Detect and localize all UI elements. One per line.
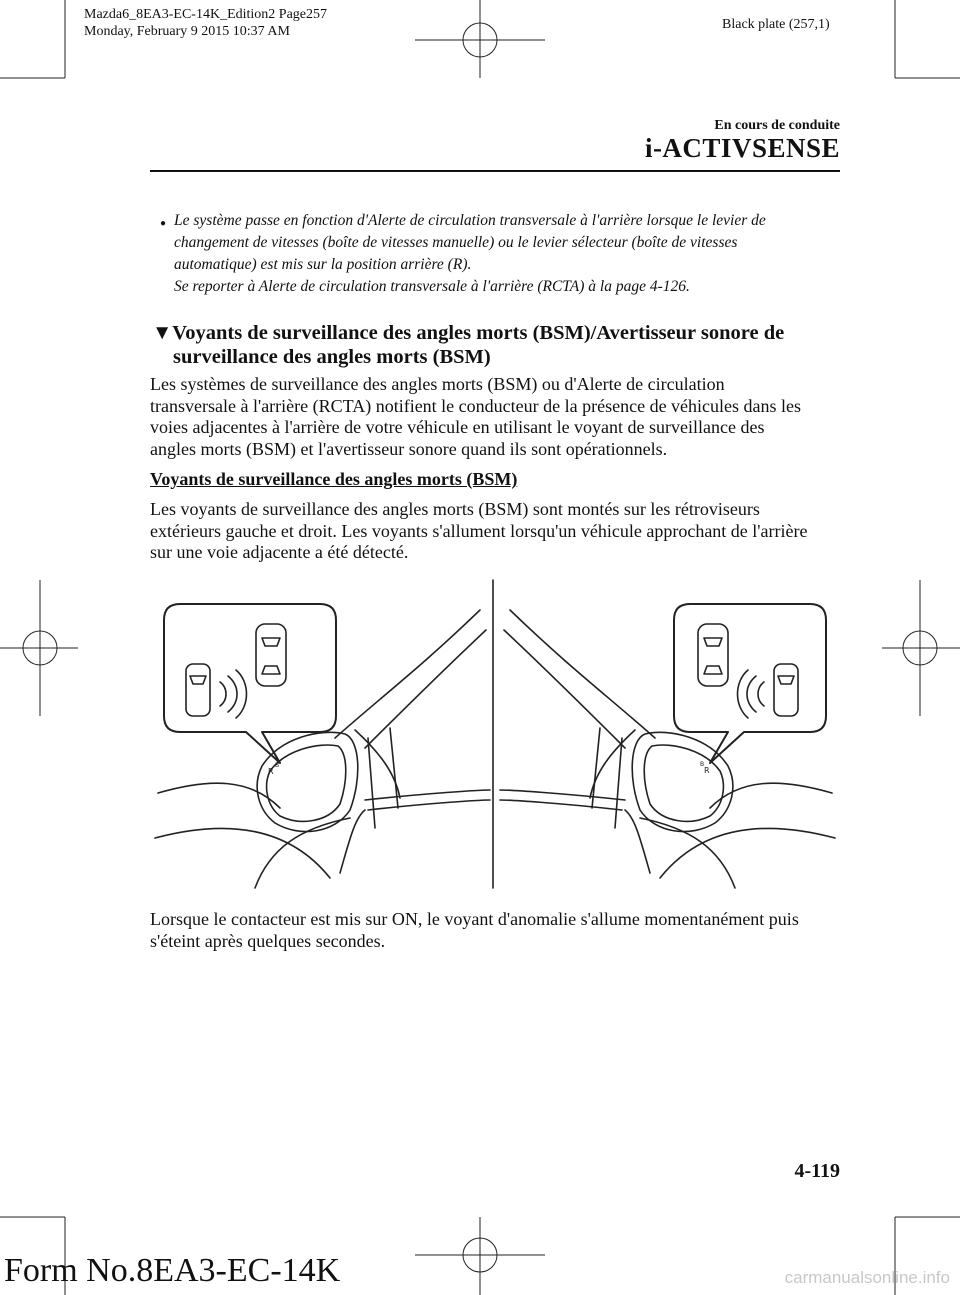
heading-line2: surveillance des angles morts (BSM) [173,346,491,368]
black-plate-label: Black plate (257,1) [722,17,830,32]
startup-paragraph [150,909,799,952]
print-slug-line1: Mazda6_8EA3-EC-14K_Edition2 Page257 [84,7,328,22]
section-label: En cours de conduite [714,118,840,133]
bullet-line: Se reporter à Alerte de circulation transversale à l'arrière (RCTA) à la page 4-126. [174,278,690,295]
bsm-paragraph [150,499,808,564]
chapter-title: i-ACTIVSENSE [644,133,840,163]
bullet-line: automatique) est mis sur la position arrière (R). [174,256,472,273]
paragraph-line: voies adjacentes à l'arrière de votre véhicule en utilisant le voyant de surveillance des [150,417,765,437]
triangle-icon: ▼ [152,322,173,344]
watermark-text: carmanualsonline.info [784,1268,950,1287]
page-number: 4-119 [794,1160,840,1182]
section-heading [152,321,784,369]
subheading: Voyants de surveillance des angles morts (BSM) [150,469,518,489]
intro-paragraph [150,374,801,460]
bullet-dot: ● [160,218,167,229]
bullet-line: changement de vitesses (boîte de vitesses manuelle) ou le levier sélecteur (boîte de vitesses [174,234,738,251]
bullet-line: Le système passe en fonction d'Alerte de circulation transversale à l'arrière lorsque le levier de [174,212,766,229]
paragraph-line: s'éteint après quelques secondes. [150,930,386,951]
svg-text:B: B [275,762,280,769]
paragraph-line: transversale à l'arrière (RCTA) notifient le conducteur de la présence de véhicules dans les [150,395,802,416]
print-slug [84,6,327,40]
paragraph-line: angles morts (BSM) et l'avertisseur sonore quand ils sont opérationnels. [150,438,668,459]
paragraph-line: Les voyants de surveillance des angles morts (BSM) sont montés sur les rétroviseurs [150,499,760,519]
svg-text:R: R [268,767,274,776]
bullet-paragraph [174,210,766,298]
paragraph-line: sur une voie adjacente a été détecté. [150,542,409,562]
heading-line1: Voyants de surveillance des angles morts (BSM)/Avertisseur sonore de [172,322,785,344]
print-slug-line2: Monday, February 9 2015 10:37 AM [84,24,290,39]
svg-text:R: R [704,766,710,775]
paragraph-line: Les systèmes de surveillance des angles morts (BSM) ou d'Alerte de circulation [150,374,725,394]
form-number: Form No.8EA3-EC-14K [4,1252,341,1289]
paragraph-line: Lorsque le contacteur est mis sur ON, le voyant d'anomalie s'allume momentanément puis [150,909,799,929]
bsm-mirror-illustration [150,578,840,890]
header-rule [150,170,840,172]
svg-text:B: B [700,761,705,768]
paragraph-line: extérieurs gauche et droit. Les voyants s'allument lorsqu'un véhicule approchant de l'arrière [150,520,808,541]
